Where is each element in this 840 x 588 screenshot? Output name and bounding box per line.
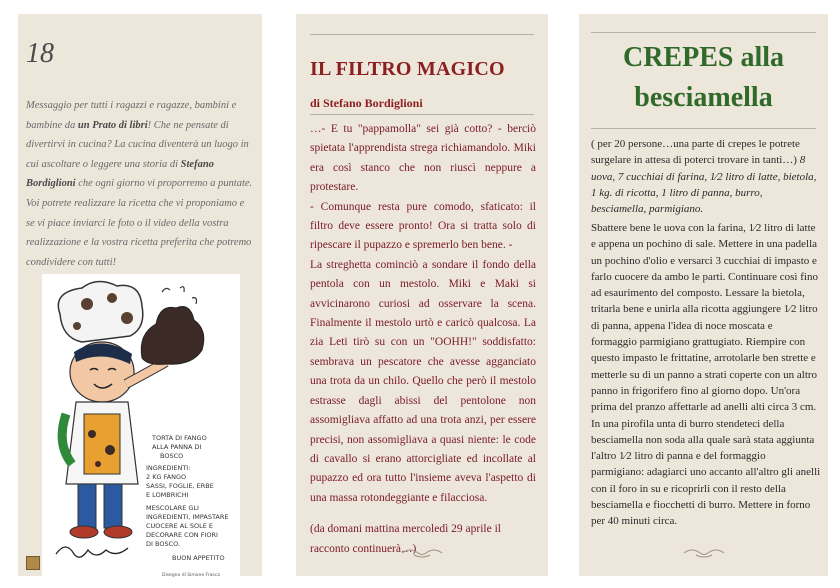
svg-text:TORTA DI FANGO: TORTA DI FANGO (152, 434, 207, 442)
story-paragraph: - Comunque resta pure comodo, sfaticato: il filtro deve essere pronto! Ora si tratta solo di ripescare il pupazzo e spremerlo ben bene. - (310, 200, 536, 252)
svg-text:Disegno di Simone Frasca: Disegno di Simone Frasca (162, 573, 220, 578)
author-name: Stefano Bordiglioni (26, 158, 214, 190)
panel-intro (18, 14, 262, 576)
intro-message (26, 96, 254, 272)
svg-text:DECORARE CON FIORI: DECORARE CON FIORI (146, 531, 218, 539)
panel-recipe (579, 14, 828, 576)
story-text (310, 120, 536, 559)
svg-text:INGREDIENTI:: INGREDIENTI: (146, 464, 191, 472)
svg-text:DI BOSCO.: DI BOSCO. (146, 540, 181, 548)
message-part-b: ! Che ne pensate di divertirvi in cucina? La cucina diventerà un luogo in cui ascoltare o leggere una storia di (26, 119, 249, 170)
story-paragraph: La streghetta cominciò a sondare il fondo della pentola con un mestolo. Miki e Maki si avvicinarono curiosi ad osservare la scena. Finalmente il mestolo urtò e caricò qualcosa. La zia Leti tirò su con un "OOHH!" soddisfatto: sembrava un pescatore che avesse agganciato una trota da un chilo. Quello che però il mestolo estrasse dagli abissi del pentolone non assomigliava affatto ad una trota anzi, per essere precisi, non assomigliava a quasi niente: le code di cavallo si erano attorcigliate ed incollate al pupazzo ed ora tutto l'insieme aveva l'aspetto di una massa rotondeggiante e filacciosa. (310, 258, 536, 504)
svg-text:E LOMBRICHI: E LOMBRICHI (146, 491, 189, 499)
svg-text:BUON APPETITO: BUON APPETITO (172, 554, 225, 562)
story-closing: (da domani mattina mercoledì 29 aprile il racconto continuerà…) (310, 523, 501, 555)
chef-illustration (42, 274, 240, 584)
flourish-ornament-icon (682, 546, 726, 560)
recipe-ingredients (591, 136, 819, 217)
panel-story (296, 14, 548, 576)
recipe-instructions: Sbattere bene le uova con la farina, 1⁄2 litro di latte e appena un pochino di sale. Mettere in una padella un pochino d'olio e versarci 3 cucchiai di impasto e farlo cuocere da ambo le parti. Continuare così fino ad esaurimento del composto. Lessare la bietola, tritarla bene e unirla alla ricotta aggiungere 1⁄2 litro di panna, appena l'idea di noce moscata e formaggio parmigiano grattugiato. Riempire con questo impasto le frittatine, arrotolarle ben strette e metterle su di un panno a strati coperte con un altro panno in frigorifero fino al giorno dopo. Un'ora prima del pranzo affettarle ad anelli alti circa 3 cm. In una pirofila unta di burro stendeteci della besciamella non soda alla quale sarà stata aggiunta l'altro 1⁄2 litro di panna e del formaggio parmigiano: adagiarci uno accanto all'altro gli anelli con il foro in su e ricoprirli con il resto della besciamella e fiocchetti di burro. Mettere in forno per 40 minuti circa. (591, 222, 821, 528)
svg-text:ALLA PANNA DI: ALLA PANNA DI (152, 443, 202, 451)
svg-text:CUOCERE AL SOLE E: CUOCERE AL SOLE E (146, 522, 214, 530)
corner-mark-icon (26, 556, 40, 570)
message-part-a: Messaggio per tutti i ragazzi e ragazze, bambini e bambine da (26, 100, 237, 131)
recipe-title-line1: CREPES alla (622, 42, 785, 73)
svg-text:2 KG FANGO: 2 KG FANGO (146, 473, 187, 481)
recipe-title-line2: besciamella (634, 82, 773, 113)
svg-text:INGREDIENTI, IMPASTARE: INGREDIENTI, IMPASTARE (146, 513, 229, 521)
message-part-c: che ogni giorno vi proporremo a puntate. Voi potrete realizzare la ricetta che vi proponiamo e se vi piace inviarci le foto o il video della vostra realizzazione e la vostra ricetta preferita che potremo condividere con tutti! (26, 178, 253, 268)
top-divider (591, 32, 816, 33)
brand-name: un Prato di libri (77, 119, 148, 131)
svg-text:BOSCO: BOSCO (160, 452, 184, 460)
story-paragraph: …- E tu "pappamolla" sei già cotto? - berciò spietata l'apprendista strega richiamandolo. Miki era così stanco che non riuscì neppure a protestare. (310, 123, 536, 194)
title-divider (591, 128, 816, 129)
page-number: 18 (26, 38, 54, 69)
recipe-title (579, 38, 828, 118)
ingredients-intro: ( per 20 persone…una parte di crepes le potrete surgelare in attesa di poterci trovare in tanti…) (591, 138, 800, 167)
flourish-ornament-icon (400, 546, 444, 560)
top-divider (310, 34, 534, 35)
svg-text:MESCOLARE GLI: MESCOLARE GLI (146, 504, 199, 512)
ingredients-list: 8 uova, 7 cucchiai di farina, 1⁄2 litro di latte, bietola, 1 kg. di ricotta, 1 litro di panna, burro, besciamella, parmigiano. (591, 154, 817, 216)
svg-text:SASSI, FOGLIE, ERBE: SASSI, FOGLIE, ERBE (146, 482, 214, 490)
author-divider (310, 114, 534, 115)
chef-drawing (42, 274, 240, 584)
story-title: IL FILTRO MAGICO (310, 58, 505, 80)
story-author: di Stefano Bordiglioni (310, 96, 423, 110)
